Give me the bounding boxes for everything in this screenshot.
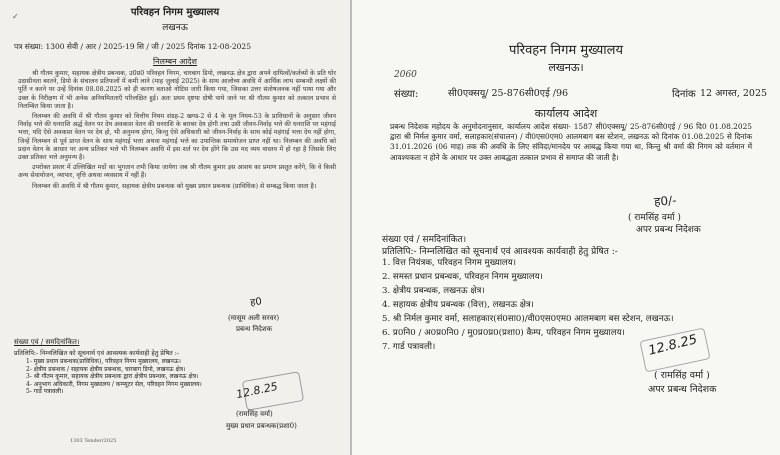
list-item: 4- अनुभाग अधिकारी, निगम मुख्यालय / कम्प्यूटर सेल, परिवहन निगम मुख्यालय। [26, 380, 202, 388]
left-header-city: लखनऊ [162, 23, 188, 33]
office-order-document [352, 0, 780, 455]
check-mark-icon: ✓ [12, 12, 19, 21]
right-handwritten-note: 2060 [394, 70, 417, 80]
suspension-order-document [0, 0, 350, 455]
left-signatory-1-name: (मासूम अली सरवर) [228, 314, 280, 322]
left-cc-note: प्रतिलिपि:- निम्नलिखित को सूचनार्थ एवं आवश्यक कार्यवाही हेतु प्रेषित :- [14, 350, 179, 357]
left-header-title: परिवहन निगम मुख्यालय [130, 7, 220, 18]
list-item: 2. समस्त प्रधान प्रबन्धक, परिवहन निगम मुख्यालय। [382, 272, 543, 282]
right-signature-2: 12.8.25 [646, 332, 699, 359]
left-signature-1: ह0 [249, 296, 263, 309]
left-paragraph: उपरोक्त प्रस्तर में उल्लिखित मदों का भुगतान तभी किया जायेगा जब श्री गौतम कुमार इस आशय का प्रमाण प्रस्तुत करेंगे, कि वे किसी अन्य सेवायोजन, व्यापार, वृत्ति अथवा व्यवसाय में नहीं हैं। [18, 164, 336, 180]
list-item: 6. प्र0नि0 / अ0प्र0नि0 / मु0प्र0प्र0(प्रशा0) कैम्प, परिवहन निगम मुख्यालय। [382, 328, 625, 338]
right-date-label: दिनांक [672, 89, 696, 100]
right-cc-heading: संख्या एवं / समदिनांकित। [382, 235, 467, 245]
right-signatory-1-name: ( रामसिंह वर्मा ) [628, 213, 681, 223]
right-reference-number: सी0एक्सयू/ 25-876सी0एई /96 [448, 88, 569, 99]
list-item: 5- गार्ड पत्रावली। [26, 388, 64, 395]
list-item: 7. गार्ड पत्रावली। [382, 342, 436, 352]
list-item: 1. वित्त नियंत्रक, परिवहन निगम मुख्यालय। [382, 258, 517, 268]
left-body [18, 70, 336, 193]
right-reference-label: संख्या: [394, 89, 419, 100]
left-subject: निलम्बन आदेश [153, 57, 197, 66]
right-body: प्रबन्ध निदेशक महोदय के अनुमोदनानुसार, कार्यालय आदेश संख्या- 1587 सी0एक्सयू/ 25-876सी0एई / 96 दि0 01.08.2025 द्वारा श्री निर्मल कुमार वर्मा, सलाहकार(संचालन) / वी0एस0एम0 आलमबाग बस स्टेशन, लखनऊ को दिनांक 01.08.2025 से दिनांक 31.01.2026 (06 माह) तक की अवधि के लिए संविदा/मानदेय पर आबद्ध किया गया था, किन्तु श्री वर्मा की निगम को वर्तमान में आवश्यकता न होने के आधार पर उक्त आबद्धता तत्काल प्रभाव से समाप्त की जाती है। [390, 122, 752, 162]
list-item: 5. श्री निर्मल कुमार वर्मा, सलाहकार(सं0सा0)/वी0एस0एम0 आलमबाग बस स्टेशन, लखनऊ। [382, 314, 674, 324]
right-header-title: परिवहन निगम मुख्यालय [509, 43, 623, 58]
left-footer-code: 1303 Tender/2025 [70, 438, 117, 444]
right-signature-1: ह0/- [653, 193, 677, 209]
list-item: 2- क्षेत्रीय प्रबन्धक / सहायक क्षेत्रीय प्रबन्धक, चारबाग डिपो, लखनऊ क्षेत्र। [26, 365, 186, 373]
left-signature-2: 12.8.25 [235, 379, 279, 402]
right-signatory-2-designation: अपर प्रबन्ध निदेशक [648, 384, 717, 395]
left-signatory-2-name: (रामसिंह वर्मा) [236, 410, 273, 418]
right-header-city: लखनऊ। [548, 61, 584, 74]
list-item: 3. क्षेत्रीय प्रबन्धक, लखनऊ क्षेत्र। [382, 286, 485, 296]
list-item: 4. सहायक क्षेत्रीय प्रबन्धक (वित्त), लखनऊ क्षेत्र। [382, 300, 534, 310]
left-reference-line: पत्र संख्या: 1300 सेवी / आर / 2025-19 सि / जी / 2025 दिनांक 12-08-2025 [14, 42, 251, 51]
right-signatory-1-designation: अपर प्रबन्ध निदेशक [636, 225, 701, 235]
list-item: 1- मुख्य प्रधान प्रबन्धक(प्राविधिक), परिवहन निगम मुख्यालय, लखनऊ। [26, 358, 181, 365]
right-signatory-2-name: ( रामसिंह वर्मा ) [654, 370, 710, 381]
left-paragraph: श्री गौतम कुमार, सहायक क्षेत्रीय प्रबन्धक, उ0प्र0 परिवहन निगम, चारबाग डिपो, लखनऊ क्षेत्र द्वारा अपने दायित्वों/कर्तव्यों के प्रति घोर उदासीनता बरतने, डिपो के संचालन प्रतिफलों में कमी लाने (माह जुलाई 2025) के साथ आलोच्य अवधि में आर्थिक लाभ सम्बन्धी लक्ष्यों की पूर्ति न करने पर उन्हें दिनांक 08.08.2025 को ही कारण बताओ नोटिस जारी किया गया, जिसका उत्तर संतोषजनक नहीं पाया गया और उक्त के निरीक्षण में भी अनेक अनियमितताएँ परिलक्षित हुई। अतः प्रथम दृष्टया दोषी पाये जाने पर श्री गौतम कुमार को तत्काल प्रभाव से निलम्बित किया जाता है। [18, 70, 336, 110]
left-signatory-2-designation: मुख्य प्रधान प्रबन्धक(प्रशा0) [226, 422, 297, 430]
list-item: 3- श्री गौतम कुमार, सहायक क्षेत्रीय प्रबन्धक द्वारा क्षेत्रीय प्रबन्धक, लखनऊ क्षेत्र। [26, 373, 199, 380]
left-signatory-1-designation: प्रबन्ध निदेशक [236, 325, 272, 333]
left-paragraph: निलम्बन की अवधि में श्री गौतम कुमार को वित्तीय नियम संग्रह-2 खण्ड-2 से 4 के मूल नियम-53 के प्राविधानों के अनुसार जीवन निर्वाह भत्ते की धनराशि अर्द्ध वेतन पर देय अवकाश वेतन की धनराशि के बराबर देय होगी तथा उसी जीवन-निर्वाह भत्ते की धनराशि पर महंगाई भत्ता, यदि ऐसे अवकाश वेतन पर देय हो, भी अनुमन्य होगा, किन्तु ऐसे अधिकारी को जीवन-निर्वाह के साथ कोई महंगाई भत्ता देय नहीं होगा, जिन्हें निलम्बन से पूर्व प्राप्त वेतन के साथ महंगाई भत्ता अथवा महंगाई भत्ते का उपान्तिक समायोजन प्राप्त नहीं था। निलम्बन की अवधि को प्रदान वेतन के आधार पर अन्य प्रतिकर भत्ते भी निलम्बन अवधि में इस शर्त पर देय होंगे कि उस मद व्यय वास्तव में हो रहा है जिसके लिए उक्त प्रतिकर भत्ते अनुमन्य है। [18, 113, 336, 162]
left-cc-list [26, 358, 202, 396]
right-cc-note: प्रतिलिपि:- निम्नलिखित को सूचनार्थ एवं आवश्यक कार्यवाही हेतु प्रेषित :- [382, 247, 618, 257]
left-paragraph: निलम्बन की अवधि में श्री गौतम कुमार, सहायक क्षेत्रीय प्रबन्धक को मुख्य प्रधान प्रबन्धक (प्राविधिक) से सम्बद्ध किया जाता है। [32, 182, 317, 190]
right-cc-list [382, 256, 674, 354]
left-cc-heading: संख्या एवं / समदिनांकित। [14, 338, 80, 346]
right-subject: कार्यालय आदेश [534, 107, 598, 120]
right-date-value: 12 अगस्त, 2025 [700, 88, 768, 99]
